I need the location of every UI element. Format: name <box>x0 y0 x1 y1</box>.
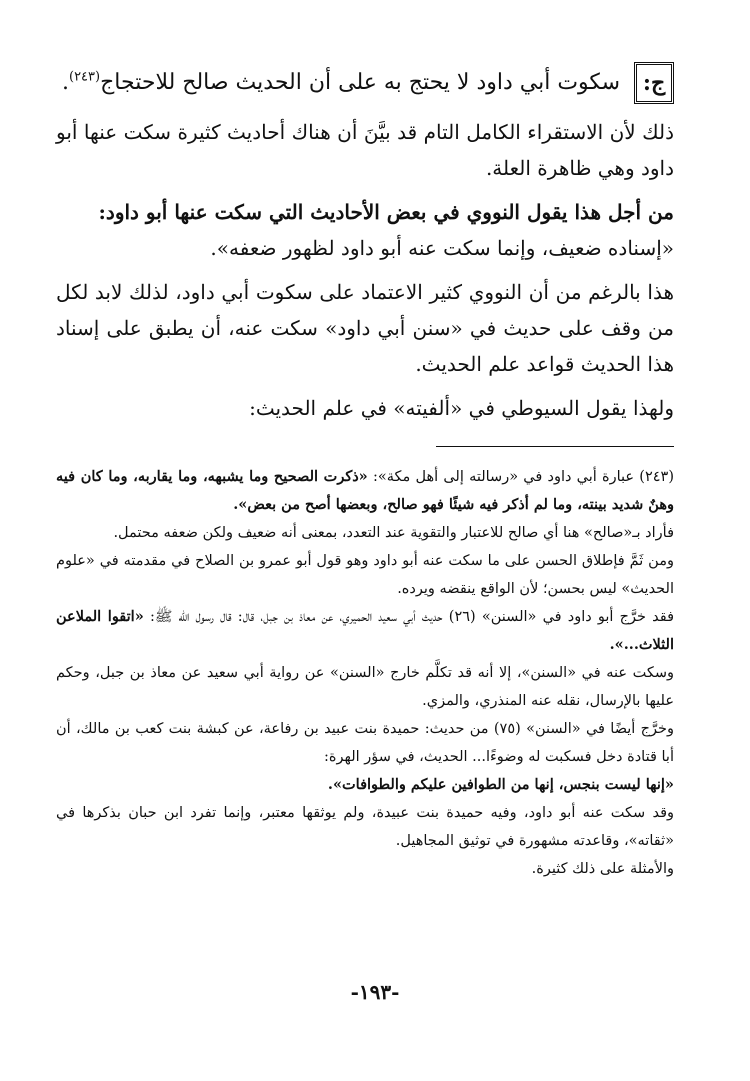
nawawi-quote: «إسناده ضعيف، وإنما سكت عنه أبو داود لظهور ضعفه». <box>210 236 674 260</box>
footnote-line-3: ومن ثَمَّ فإطلاق الحسن على ما سكت عنه أبو داود وهو قول أبو عمرو بن الصلاح في مقدمته في «علوم الحديث» ليس بحسن؛ لأن الواقع ينقضه ويرده. <box>56 553 674 597</box>
question-text <box>62 67 620 99</box>
page-number: -١٩٣- <box>350 980 400 1004</box>
question-marker-box <box>634 62 674 104</box>
footnote-line-8: وقد سكت عنه أبو داود، وفيه حميدة بنت عبيدة، ولم يوثقها معتبر، وإنما تفرد ابن حبان بذكرها في «ثقاته»، وقاعدته مشهورة في توثيق المجاهيل. <box>56 805 674 849</box>
footnote-ref-243[interactable]: (٢٤٣) <box>69 69 101 85</box>
question-heading <box>56 62 674 104</box>
nawawi-lead: من أجل هذا يقول النووي في بعض الأحاديث التي سكت عنها أبو داود: <box>98 200 674 224</box>
paragraph-4: ولهذا يقول السيوطي في «ألفيته» في علم الحديث: <box>249 396 674 420</box>
paragraph-3: هذا بالرغم من أن النووي كثير الاعتماد على سكوت أبي داود، لذلك لابد لكل من وقف على حديث في «سنن أبي داود» سكت عنه، أن يطبق على إسناد هذا الحديث قواعد علم الحديث. <box>56 280 674 376</box>
footnote-line-2: فأراد بـ«صالح» هنا أي صالح للاعتبار والتقوية عند التعدد، بمعنى أنه ضعيف ولكن ضعفه محتمل. <box>113 525 674 541</box>
footnote-line-7 <box>56 771 674 799</box>
page-body <box>56 62 674 883</box>
footnote-243-plain: (٢٤٣) عبارة أبي داود في «رسالته إلى أهل مكة»: <box>367 469 674 485</box>
footnotes <box>56 463 674 883</box>
paragraph-1: ذلك لأن الاستقراء الكامل التام قد بيَّنَ أن هناك أحاديث كثيرة سكت عنها أبو داود وهي ظاهرة العلة. <box>56 120 674 180</box>
footnote-243-quote: «ذكرت الصحيح وما يشبهه، وما يقاربه، وما كان فيه وهنٌ شديد بينته، وما لم أذكر فيه شيئًا فهو صالح، وبعضها أصح من بعض». <box>56 468 674 513</box>
footnote-243 <box>56 463 674 519</box>
question-marker: ج: <box>642 70 666 96</box>
footnote-line-4-plain: فقد خرَّج أبو داود في «السنن» (٢٦) حديث أبي سعيد الحميري، عن معاذ بن جبل، قال: قال رسول الله ﷺ: <box>143 609 675 625</box>
question-sentence: سكوت أبي داود لا يحتج به على أن الحديث صالح للاحتجاج <box>100 70 620 95</box>
question-end: . <box>62 70 69 95</box>
footnote-line-9: والأمثلة على ذلك كثيرة. <box>531 861 674 877</box>
paragraph-2 <box>56 194 674 266</box>
footnote-line-6: وخرَّج أيضًا في «السنن» (٧٥) من حديث: حميدة بنت عبيد بن رفاعة، عن كبشة بنت كعب بن مالك، أن أبا قتادة دخل فسكبت له وضوءًا... الحديث، في سؤر الهرة: <box>56 721 674 765</box>
footnote-line-7-quote: «إنها ليست بنجس، إنها من الطوافين عليكم والطوافات». <box>327 776 674 793</box>
footnote-separator <box>436 446 674 447</box>
footnote-line-4-quote: «اتقوا الملاعن الثلاث...». <box>56 608 674 653</box>
footnote-line-5: وسكت عنه في «السنن»، إلا أنه قد تكلَّم خارج «السنن» عن رواية أبي سعيد عن معاذ بن جبل، وحكم عليها بالإرسال، نقله عنه المنذري، والمزي. <box>56 665 674 709</box>
footnote-line-4 <box>56 603 674 659</box>
